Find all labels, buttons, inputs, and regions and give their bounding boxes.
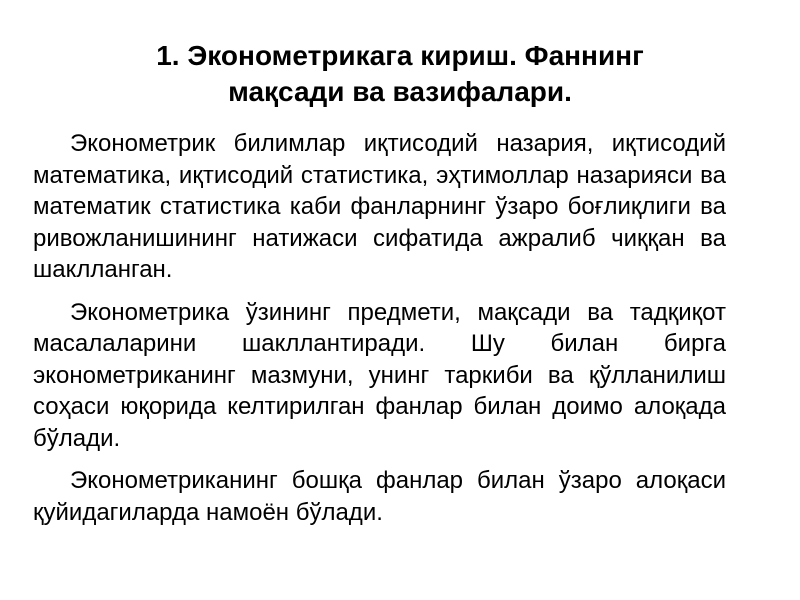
paragraph-1: Эконометрик билимлар иқтисодий назария, иқтисодий математика, иқтисодий статистика, эҳтимоллар назарияси ва математик статистика каби фанларнинг ўзаро боғлиқлиги ва ривожланишининг натижаси сифатида ажралиб чиққан ва шаклланган. xyxy=(33,130,726,283)
paragraph-2: Эконометрика ўзининг предмети, мақсади ва тадқиқот масалаларини шакллантиради. Шу билан бирга эконометриканинг мазмуни, унинг таркиби ва қўлланилиш соҳаси юқорида келтирилган фанлар билан доимо алоқада бўлади. xyxy=(33,298,726,452)
slide-title-line-2: мақсади ва вазифалари. xyxy=(228,76,572,107)
paragraph-3: Эконометриканинг бошқа фанлар билан ўзаро алоқаси қуйидагиларда намоён бўлади. xyxy=(33,467,726,526)
slide-body xyxy=(33,128,726,539)
slide-title xyxy=(90,38,710,110)
slide-title-line-1: 1. Эконометрикага кириш. Фаннинг xyxy=(156,40,644,71)
